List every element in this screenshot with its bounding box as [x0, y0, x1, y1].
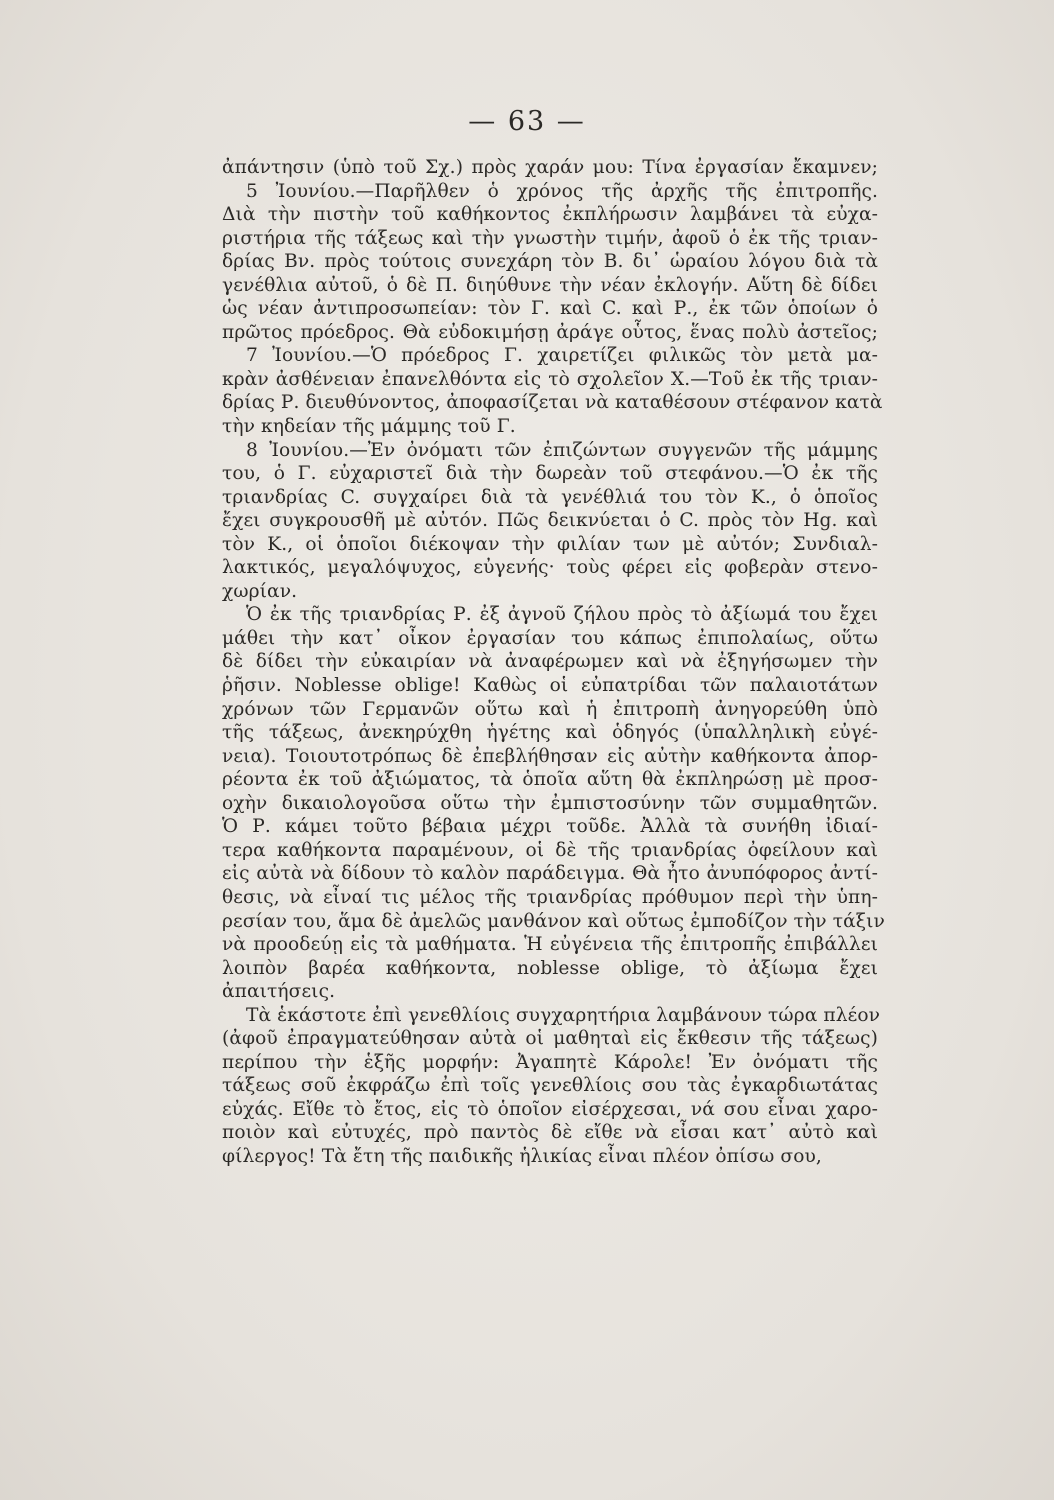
text-line: ποιὸν καὶ εὐτυχές, πρὸ παντὸς δὲ εἴθε νὰ εἶσαι κατ᾿ αὐτὸ καὶ [222, 1122, 878, 1144]
text-line: (ἀφοῦ ἐπραγματεύθησαν αὐτὰ οἱ μαθηταὶ εἰς ἔκθεσιν τῆς τάξεως) [222, 1028, 878, 1050]
text-line: κρὰν ἀσθένειαν ἐπανελθόντα εἰς τὸ σχολεῖον Χ.—Τοῦ ἐκ τῆς τριαν- [222, 368, 878, 390]
text-line: Ὁ ἐκ τῆς τριανδρίας Ρ. ἐξ ἀγνοῦ ζήλου πρὸς τὸ ἀξίωμά του ἔχει [246, 604, 878, 626]
text-line: τῆς τάξεως, ἀνεκηρύχθη ἡγέτης καὶ ὁδηγός (ὑπαλληλικὴ εὐγέ- [222, 722, 878, 744]
text-line: ῥῆσιν. Noblesse oblige! Καθὼς οἱ εὐπατρίδαι τῶν παλαιοτάτων [222, 675, 878, 697]
text-line: ἀπαιτήσεις. [222, 981, 336, 1003]
text-line: περίπου τὴν ἑξῆς μορφήν: Ἀγαπητὲ Κάρολε! Ἐν ὀνόματι τῆς [222, 1051, 878, 1073]
text-line: τὴν κηδείαν τῆς μάμμης τοῦ Γ. [222, 416, 516, 438]
text-line: δὲ δίδει τὴν εὐκαιρίαν νὰ ἀναφέρωμεν καὶ νὰ ἐξηγήσωμεν τὴν [222, 651, 878, 673]
text-line: λοιπὸν βαρέα καθήκοντα, noblesse oblige, τὸ ἀξίωμα ἔχει [222, 957, 878, 979]
text-line: χωρίαν. [222, 580, 298, 602]
text-line: εἰς αὐτὰ νὰ δίδουν τὸ καλὸν παράδειγμα. Θὰ ἦτο ἀνυπόφορος ἀντί- [222, 863, 878, 885]
text-line: χρόνων τῶν Γερμανῶν οὕτω καὶ ἡ ἐπιτροπὴ ἀνηγορεύθη ὑπὸ [222, 698, 878, 720]
text-line: τὸν Κ., οἱ ὁποῖοι διέκοψαν τὴν φιλίαν των μὲ αὐτόν; Συνδιαλ- [222, 533, 878, 555]
text-line: Τὰ ἑκάστοτε ἐπὶ γενεθλίοις συγχαρητήρια λαμβάνουν τώρα πλέον [246, 1004, 881, 1026]
text-line: ἀπάντησιν (ὑπὸ τοῦ Σχ.) πρὸς χαράν μου: Τίνα ἐργασίαν ἔκαμνεν; [222, 157, 878, 178]
text-line: φίλεργος! Τὰ ἔτη τῆς παιδικῆς ἡλικίας εἶναι πλέον ὀπίσω σου, [222, 1145, 822, 1167]
text-line: τάξεως σοῦ ἐκφράζω ἐπὶ τοῖς γενεθλίοις σου τὰς ἐγκαρδιωτάτας [222, 1075, 878, 1097]
text-line: Διὰ τὴν πιστὴν τοῦ καθήκοντος ἐκπλήρωσιν λαμβάνει τὰ εὐχα- [222, 204, 878, 226]
text-line: εὐχάς. Εἴθε τὸ ἔτος, εἰς τὸ ὁποῖον εἰσέρχεσαι, νά σου εἶναι χαρο- [222, 1098, 878, 1120]
body-text [222, 156, 885, 1169]
text-line: ὡς νέαν ἀντιπροσωπείαν: τὸν Γ. καὶ C. καὶ Ρ., ἐκ τῶν ὁποίων ὁ [222, 298, 878, 320]
text-line: ρέοντα ἐκ τοῦ ἀξιώματος, τὰ ὁποῖα αὕτη θὰ ἐκπληρώσῃ μὲ προσ- [222, 769, 878, 791]
text-line: 8 Ἰουνίου.—Ἐν ὀνόματι τῶν ἐπιζώντων συγγενῶν τῆς μάμμης [246, 439, 878, 461]
text-line: τριανδρίας C. συγχαίρει διὰ τὰ γενέθλιά του τὸν Κ., ὁ ὁποῖος [222, 486, 878, 508]
text-line: 7 Ἰουνίου.—Ὁ πρόεδρος Γ. χαιρετίζει φιλικῶς τὸν μετὰ μα- [246, 345, 878, 367]
text-line: μάθει τὴν κατ᾿ οἶκον ἐργασίαν του κάπως ἐπιπολαίως, οὕτω [222, 627, 878, 649]
text-line: ρεσίαν του, ἅμα δὲ ἀμελῶς μανθάνον καὶ οὕτως ἐμποδίζον τὴν τάξιν [222, 910, 885, 932]
text-line: 5 Ἰουνίου.—Παρῆλθεν ὁ χρόνος τῆς ἀρχῆς τῆς ἐπιτροπῆς. [246, 180, 878, 202]
text-line: θεσις, νὰ εἶναί τις μέλος τῆς τριανδρίας πρόθυμον περὶ τὴν ὑπη- [222, 886, 878, 908]
text-line: νεια). Τοιουτοτρόπως δὲ ἐπεβλήθησαν εἰς αὐτὴν καθήκοντα ἀπορ- [222, 745, 878, 767]
text-line: δρίας Βν. πρὸς τούτοις συνεχάρη τὸν Β. δι᾿ ὡραίου λόγου διὰ τὰ [222, 251, 878, 273]
page-number: — 63 — [468, 106, 586, 137]
text-line: τερα καθήκοντα παραμένουν, οἱ δὲ τῆς τριανδρίας ὀφείλουν καὶ [222, 839, 878, 861]
text-line: ἔχει συγκρουσθῆ μὲ αὐτόν. Πῶς δεικνύεται ὁ C. πρὸς τὸν Hg. καὶ [222, 510, 878, 532]
text-line: του, ὁ Γ. εὐχαριστεῖ διὰ τὴν δωρεὰν τοῦ στεφάνου.—Ὁ ἐκ τῆς [222, 463, 878, 485]
text-line: οχὴν δικαιολογοῦσα οὕτω τὴν ἐμπιστοσύνην τῶν συμμαθητῶν. [222, 792, 878, 814]
text-line: δρίας Ρ. διευθύνοντος, ἀποφασίζεται νὰ καταθέσουν στέφανον κατὰ [222, 392, 883, 414]
text-line: νὰ προοδεύῃ εἰς τὰ μαθήματα. Ἡ εὐγένεια τῆς ἐπιτροπῆς ἐπιβάλλει [222, 934, 878, 956]
text-line: λακτικός, μεγαλόψυχος, εὐγενής· τοὺς φέρει εἰς φοβερὰν στενο- [222, 557, 878, 579]
text-line: γενέθλια αὐτοῦ, ὁ δὲ Π. διηύθυνε τὴν νέαν ἐκλογήν. Αὕτη δὲ δίδει [222, 274, 878, 296]
text-line: ριστήρια τῆς τάξεως καὶ τὴν γνωστὴν τιμήν, ἀφοῦ ὁ ἐκ τῆς τριαν- [222, 227, 878, 249]
text-line: Ὁ Ρ. κάμει τοῦτο βέβαια μέχρι τοῦδε. Ἀλλὰ τὰ συνήθη ἰδιαί- [222, 816, 878, 838]
text-line: πρῶτος πρόεδρος. Θὰ εὐδοκιμήσῃ ἀράγε οὗτος, ἕνας πολὺ ἀστεῖος; [222, 321, 878, 343]
